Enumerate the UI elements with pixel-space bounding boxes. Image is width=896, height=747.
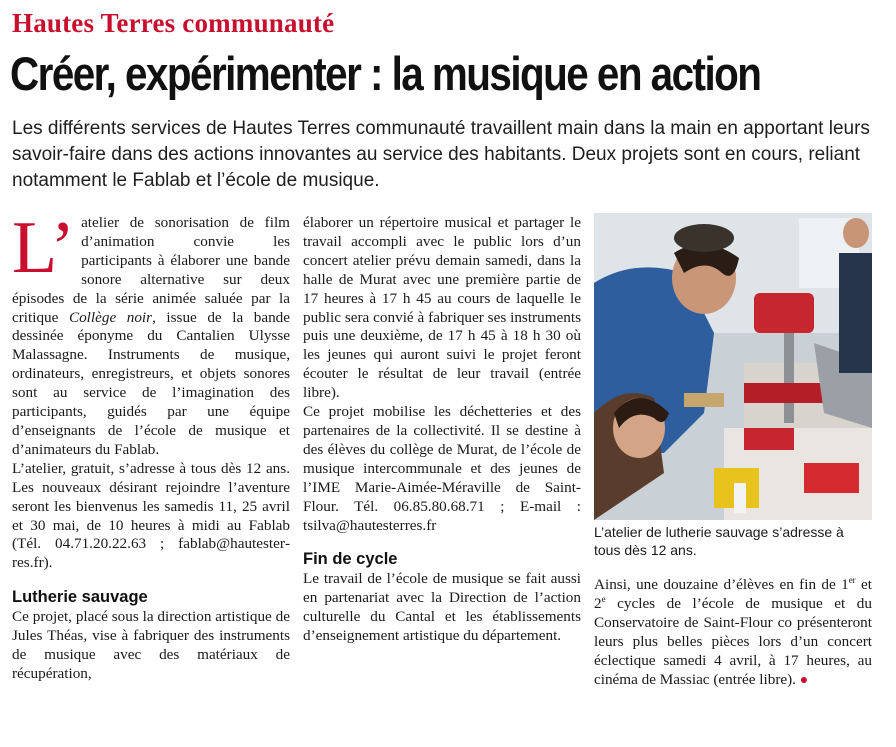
article-column-2 (303, 214, 581, 646)
photo-caption: L’atelier de lutherie sauvage s’adresse à tous dès 12 ans. (594, 524, 844, 558)
workshop-photo (594, 213, 872, 520)
ordinal-suffix: e (601, 593, 606, 604)
paragraph: L’atelier, gratuit, s’adresse à tous dès 12 ans. Les nouveaux désirant rejoindre l’aventure seront les bienvenus les samedis 11, 25 avril et 30 mai, de 10 heures à midi au Fablab (Tél. 04.71.20.22.63 ; fablab@hautesterres.fr). (12, 459, 290, 572)
end-of-article-mark: ● (799, 672, 809, 688)
subhead-lutherie: Lutherie sauvage (12, 588, 148, 607)
text-run: cycles de l’école de musique et du Conservatoire de Saint-Flour co présenteront leurs plus belles pièces lors d’un concert éclectique samedi 4 avril, à 17 heures, au cinéma de Massiac (entrée libre). (594, 594, 872, 688)
text-run: et 2 (594, 576, 873, 612)
lead-paragraph: Les différents services de Hautes Terres communauté travaillent main dans la main en apportant leurs savoir-faire dans des actions innovantes au service des habitants. Deux projets sont en cours, reliant notamment le Fablab et l’école de musique. (12, 118, 870, 191)
article-column-3 (594, 576, 872, 690)
text-run: atelier de sonorisation de film d’animation convie les participants à élaborer une bande sonore alternative sur deux épisodes de la série animée saluée par la critique (12, 214, 290, 326)
section-kicker: Hautes Terres communauté (12, 8, 335, 38)
text-run: Ainsi, une douzaine d’élèves en fin de 1 (594, 576, 849, 593)
workshop-photo-illustration (594, 213, 872, 520)
text-run: , issue de la bande dessinée éponyme du Cantalien Ulysse Malassagne. Instruments de musique, ordinateurs, enregistreurs, et objets sonores sont au service de l’imagination des participants, guidés par une équipe d’enseignants de l’école de musique et d’animateurs du Fablab. (12, 308, 291, 458)
paragraph: Ce projet mobilise les déchetteries et des partenaires de la collectivité. Il se destine à des élèves du collège de Murat, de l’école de musique intercommunale et des jeunes de l’IME Marie-Aimée-Méraville de Saint-Flour. Tél. 06.85.80.68.71 ; E-mail : tsilva@hautesterres.fr (303, 403, 581, 534)
paragraph: Ce projet, placé sous la direction artistique de Jules Théas, vise à fabriquer des instruments de musique avec des matériaux de récupération, (12, 608, 290, 682)
paragraph (594, 576, 872, 690)
ordinal-suffix: er (848, 574, 856, 585)
subhead-fin-de-cycle: Fin de cycle (303, 550, 398, 569)
paragraph: élaborer un répertoire musical et partager le travail accompli avec le public lors d’un concert atelier prévu demain samedi, dans la halle de Murat avec une première partie de 17 heures à 17 h 45 au cours de laquelle le public sera convié à fabriquer ses instruments puis une deuxième, de 17 h 45 à 18 h 30 où les jeunes qui auront suivi le projet feront écouter le résultat de leur travail (entrée libre). (303, 214, 581, 402)
headline: Créer, expérimenter : la musique en action (10, 47, 761, 100)
paragraph: Le travail de l’école de musique se fait aussi en partenariat avec la Direction de l’action culturelle du Cantal et les établissements d’enseignement artistique du département. (303, 570, 581, 645)
drop-cap: L’ (12, 207, 76, 289)
series-title: Collège noir (68, 308, 153, 326)
article-column-1 (12, 207, 291, 684)
